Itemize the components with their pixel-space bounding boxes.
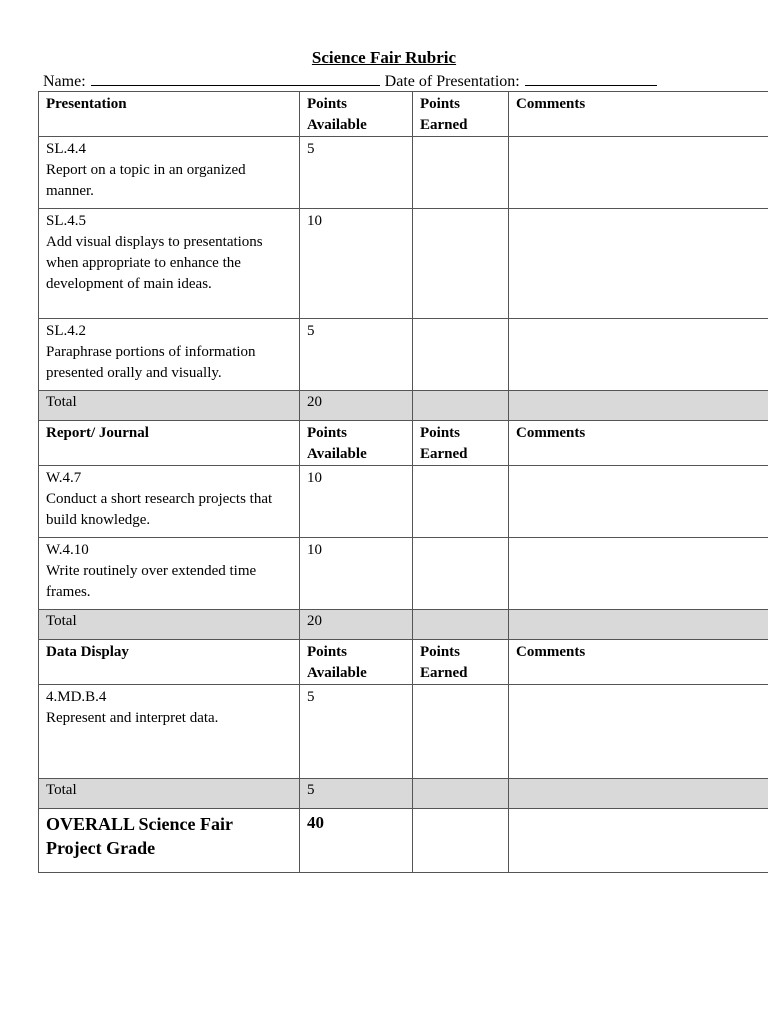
- standard-cell: [39, 319, 300, 391]
- name-date-line: [43, 71, 723, 91]
- comments-cell[interactable]: [509, 209, 768, 319]
- section-heading: Report/ Journal: [39, 421, 300, 466]
- overall-label: OVERALL Science Fair Project Grade: [39, 809, 300, 873]
- standard-code: W.4.7: [46, 470, 82, 486]
- rubric-table: [38, 91, 768, 873]
- standard-cell: [39, 209, 300, 319]
- total-label: Total: [39, 610, 300, 640]
- total-points: 20: [300, 391, 413, 421]
- section-header-row: [39, 92, 768, 137]
- standard-description: Paraphrase portions of information presented orally and visually.: [46, 344, 256, 381]
- total-earned-cell[interactable]: [413, 610, 509, 640]
- points-available-cell: 5: [300, 137, 413, 209]
- total-row: [39, 779, 768, 809]
- standard-description: Conduct a short research projects that build knowledge.: [46, 491, 273, 528]
- standard-cell: [39, 538, 300, 610]
- points-available-cell: 5: [300, 319, 413, 391]
- points-earned-header: Points Earned: [413, 421, 509, 466]
- standard-cell: [39, 685, 300, 779]
- comments-header: Comments: [509, 640, 768, 685]
- section-heading: Data Display: [39, 640, 300, 685]
- table-row: [39, 209, 768, 319]
- standard-description: Write routinely over extended time frames.: [46, 563, 257, 600]
- total-label: Total: [39, 391, 300, 421]
- overall-row: [39, 809, 768, 873]
- comments-header: Comments: [509, 92, 768, 137]
- comments-cell[interactable]: [509, 538, 768, 610]
- points-earned-cell[interactable]: [413, 466, 509, 538]
- points-earned-cell[interactable]: [413, 685, 509, 779]
- points-earned-cell[interactable]: [413, 137, 509, 209]
- table-row: [39, 466, 768, 538]
- points-available-header: Points Available: [300, 640, 413, 685]
- comments-cell[interactable]: [509, 685, 768, 779]
- points-earned-cell[interactable]: [413, 538, 509, 610]
- total-label: Total: [39, 779, 300, 809]
- points-earned-header: Points Earned: [413, 640, 509, 685]
- points-available-cell: 10: [300, 466, 413, 538]
- points-earned-cell[interactable]: [413, 319, 509, 391]
- comments-cell[interactable]: [509, 466, 768, 538]
- section-header-row: [39, 421, 768, 466]
- standard-description: Report on a topic in an organized manner.: [46, 162, 246, 199]
- standard-code: W.4.10: [46, 542, 89, 558]
- standard-description: Represent and interpret data.: [46, 710, 219, 726]
- total-comments-cell[interactable]: [509, 610, 768, 640]
- standard-code: SL.4.2: [46, 323, 87, 339]
- points-available-cell: 10: [300, 538, 413, 610]
- total-comments-cell[interactable]: [509, 779, 768, 809]
- overall-points: 40: [300, 809, 413, 873]
- overall-comments-cell[interactable]: [509, 809, 768, 873]
- table-row: [39, 538, 768, 610]
- standard-cell: [39, 137, 300, 209]
- points-available-header: Points Available: [300, 92, 413, 137]
- standard-description: Add visual displays to presentations when appropriate to enhance the development of main ideas.: [46, 234, 263, 292]
- comments-header: Comments: [509, 421, 768, 466]
- comments-cell[interactable]: [509, 137, 768, 209]
- total-row: [39, 610, 768, 640]
- points-available-header: Points Available: [300, 421, 413, 466]
- overall-earned-cell[interactable]: [413, 809, 509, 873]
- section-header-row: [39, 640, 768, 685]
- total-row: [39, 391, 768, 421]
- standard-code: 4.MD.B.4: [46, 689, 107, 705]
- standard-code: SL.4.4: [46, 141, 87, 157]
- total-points: 5: [300, 779, 413, 809]
- total-comments-cell[interactable]: [509, 391, 768, 421]
- standard-code: SL.4.5: [46, 213, 87, 229]
- date-label: Date of Presentation:: [384, 73, 520, 90]
- points-available-cell: 10: [300, 209, 413, 319]
- table-row: [39, 137, 768, 209]
- total-earned-cell[interactable]: [413, 779, 509, 809]
- points-available-cell: 5: [300, 685, 413, 779]
- table-row: [39, 319, 768, 391]
- table-row: [39, 685, 768, 779]
- total-earned-cell[interactable]: [413, 391, 509, 421]
- points-earned-cell[interactable]: [413, 209, 509, 319]
- date-blank[interactable]: [525, 71, 657, 86]
- page-title: Science Fair Rubric: [311, 48, 457, 67]
- points-earned-header: Points Earned: [413, 92, 509, 137]
- name-label: Name:: [43, 73, 86, 90]
- name-blank[interactable]: [91, 71, 380, 86]
- comments-cell[interactable]: [509, 319, 768, 391]
- total-points: 20: [300, 610, 413, 640]
- standard-cell: [39, 466, 300, 538]
- section-heading: Presentation: [39, 92, 300, 137]
